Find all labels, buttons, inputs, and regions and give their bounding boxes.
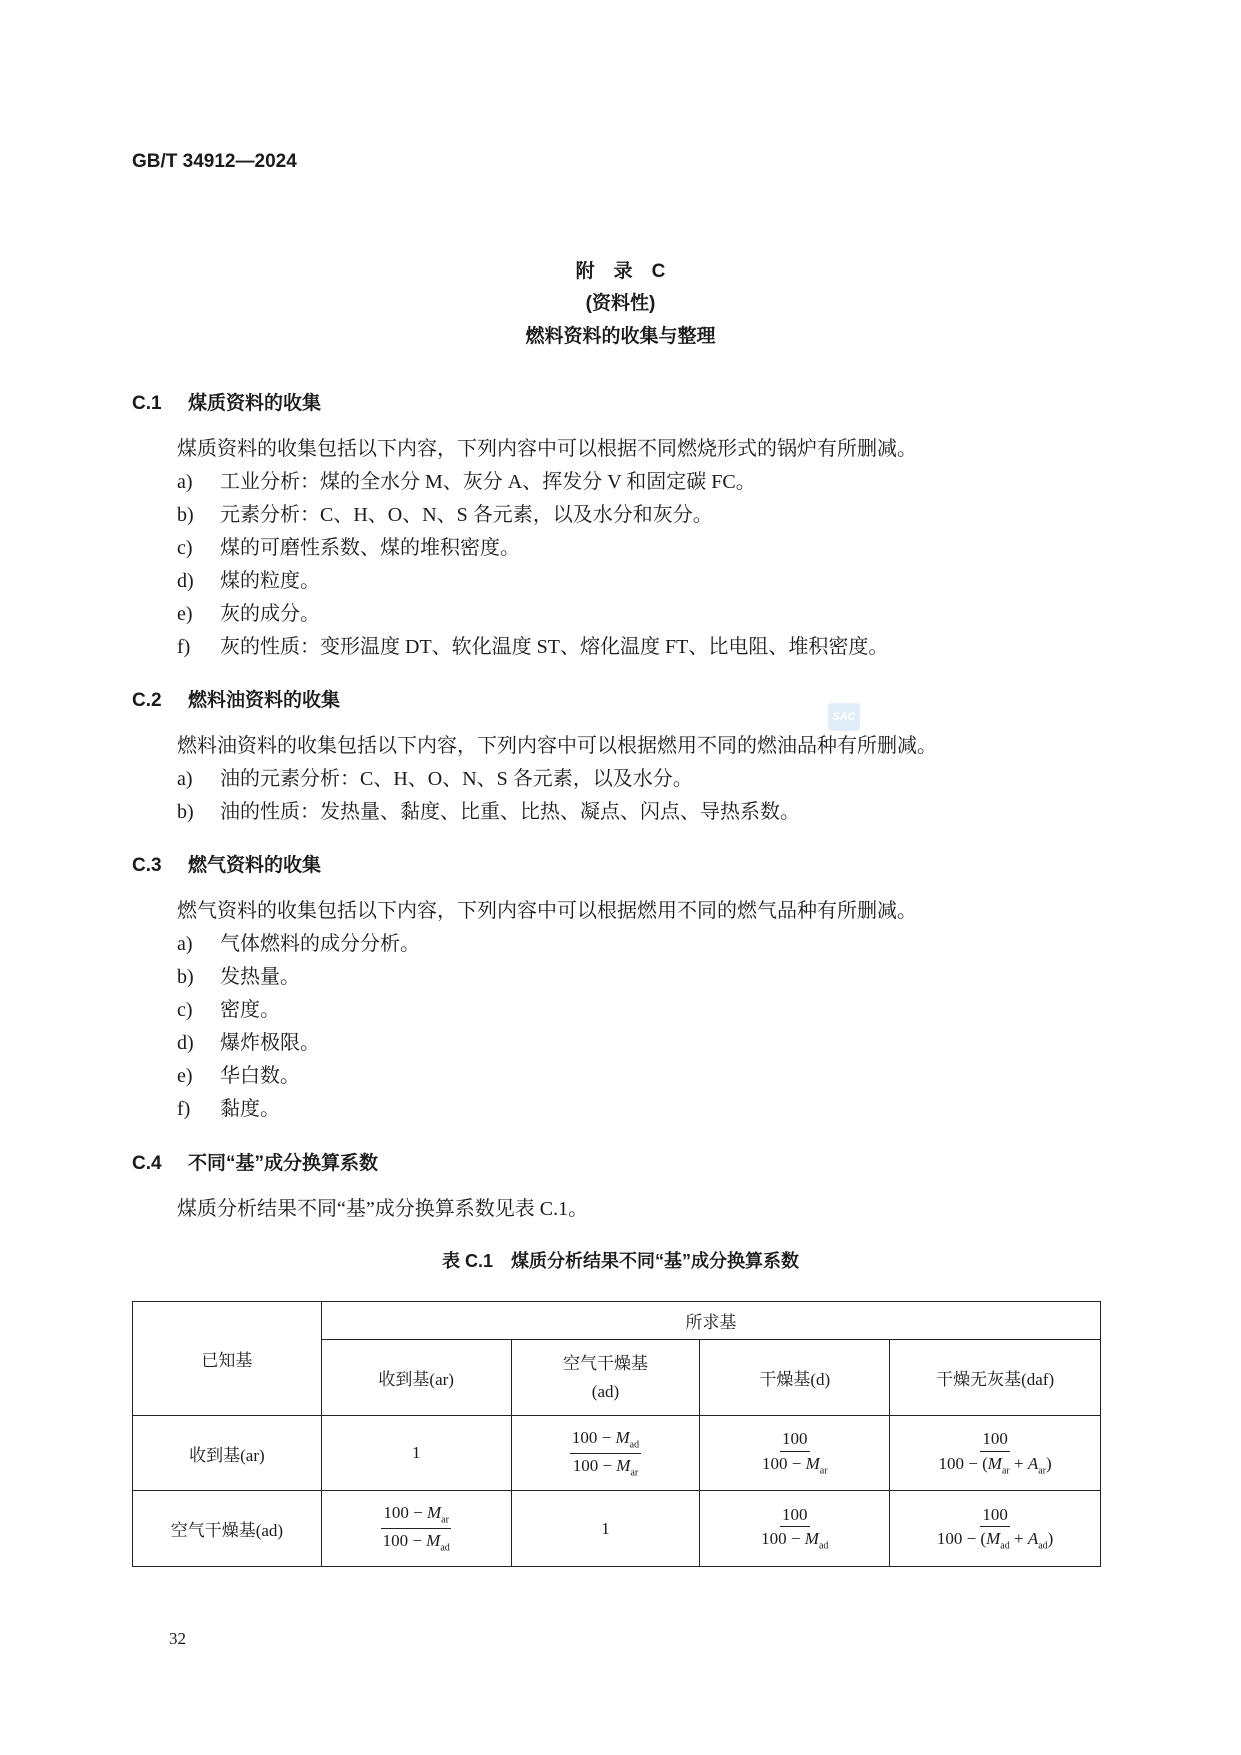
appendix-title: 附 录 C xyxy=(575,261,666,282)
numerator xyxy=(980,1429,1010,1452)
fraction xyxy=(381,1503,452,1554)
numerator xyxy=(570,1428,641,1454)
numerator xyxy=(780,1505,810,1528)
list-item-text: 煤的粒度。 xyxy=(220,570,320,592)
list-item-text: 元素分析：C、H、O、N、S 各元素，以及水分和灰分。 xyxy=(220,504,713,526)
list-item-label: d) xyxy=(177,570,194,592)
denominator xyxy=(759,1527,830,1552)
list-item-text: 煤的可磨性系数、煤的堆积密度。 xyxy=(220,537,520,559)
list-item-text: 工业分析：煤的全水分 M、灰分 A、挥发分 V 和固定碳 FC。 xyxy=(220,471,756,493)
list-item-label: f) xyxy=(177,1098,191,1120)
fraction xyxy=(760,1429,830,1476)
conversion-factor-cell xyxy=(511,1416,700,1491)
formula-subscript: ad xyxy=(818,1540,829,1552)
conversion-factor-cell: 1 xyxy=(511,1491,700,1567)
list-item xyxy=(177,505,713,525)
conversion-table xyxy=(132,1301,1101,1567)
conversion-factor-cell xyxy=(890,1491,1101,1567)
col-header-ad-line2: (ad) xyxy=(591,1381,620,1401)
list-item-text: 灰的成分。 xyxy=(220,603,320,625)
row-label: 收到基(ar) xyxy=(133,1416,322,1491)
list-item xyxy=(177,1033,320,1053)
formula-variable: M xyxy=(987,1453,1002,1473)
formula-subscript: ad xyxy=(1000,1540,1010,1552)
section-heading xyxy=(132,1154,378,1173)
section-title: 煤质资料的收集 xyxy=(188,393,322,414)
formula-subscript: ar xyxy=(1001,1465,1010,1477)
formula-subscript: ad xyxy=(1038,1540,1048,1552)
denominator xyxy=(937,1452,1054,1477)
document-code: GB/T 34912—2024 xyxy=(132,151,297,172)
conversion-factor-cell xyxy=(700,1491,890,1567)
section-title: 燃料油资料的收集 xyxy=(188,690,341,711)
list-item-label: f) xyxy=(177,636,191,658)
section-title: 不同“基”成分换算系数 xyxy=(188,1153,379,1174)
formula-text: 100 − xyxy=(383,1503,427,1523)
list-item-label: a) xyxy=(177,471,193,493)
denominator xyxy=(760,1452,830,1477)
denominator xyxy=(571,1454,641,1479)
list-item-label: d) xyxy=(177,1032,194,1054)
col-header-ad-line1: 空气干燥基 xyxy=(562,1354,648,1374)
list-item-label: e) xyxy=(177,1065,193,1087)
formula-text: 100 xyxy=(982,1429,1008,1449)
fraction xyxy=(935,1505,1055,1552)
formula-variable: M xyxy=(616,1455,631,1475)
formula-text: 100 xyxy=(982,1504,1008,1524)
formula-subscript: ar xyxy=(1038,1465,1046,1477)
list-item xyxy=(177,802,800,822)
page-number: 32 xyxy=(169,1629,186,1648)
list-item xyxy=(177,1066,300,1086)
section-intro: 燃料油资料的收集包括以下内容，下列内容中可以根据燃用不同的燃油品种有所删减。 xyxy=(177,735,937,757)
list-item-label: b) xyxy=(177,966,194,988)
list-item-text: 气体燃料的成分分析。 xyxy=(220,933,420,955)
formula-text: 100 xyxy=(782,1504,808,1524)
section-heading xyxy=(132,691,340,710)
col-header-ad xyxy=(511,1340,700,1416)
section-intro: 煤质分析结果不同“基”成分换算系数见表 C.1。 xyxy=(177,1198,589,1220)
list-item-text: 油的元素分析：C、H、O、N、S 各元素，以及水分。 xyxy=(220,768,693,790)
formula-text: 100 − xyxy=(761,1529,805,1549)
appendix-nature: (资料性) xyxy=(585,293,656,314)
formula-subscript: ad xyxy=(629,1439,640,1450)
list-item xyxy=(177,571,320,591)
section-number: C.1 xyxy=(132,393,162,414)
formula-variable: M xyxy=(426,1531,441,1550)
section-title: 燃气资料的收集 xyxy=(188,855,322,876)
formula-text: 100 − ( xyxy=(936,1529,987,1549)
list-item-label: a) xyxy=(177,768,193,790)
formula-subscript: ar xyxy=(441,1514,449,1526)
known-basis-header: 已知基 xyxy=(133,1302,322,1416)
conversion-factor-cell xyxy=(700,1416,890,1491)
list-item-text: 发热量。 xyxy=(220,966,300,988)
formula-text: 100 − ( xyxy=(938,1453,988,1473)
col-header-d: 干燥基(d) xyxy=(700,1340,890,1416)
col-header-daf: 干燥无灰基(daf) xyxy=(890,1340,1101,1416)
list-item xyxy=(177,637,888,657)
formula-text: + xyxy=(1009,1453,1028,1473)
col-header-ar: 收到基(ar) xyxy=(321,1340,511,1416)
list-item xyxy=(177,769,693,789)
formula-text: 100 − xyxy=(762,1453,806,1473)
list-item-text: 爆炸极限。 xyxy=(220,1032,320,1054)
list-item xyxy=(177,934,420,954)
table-row xyxy=(133,1416,1101,1491)
section-number: C.2 xyxy=(132,690,162,711)
list-item-label: a) xyxy=(177,933,193,955)
list-item-label: c) xyxy=(177,537,193,559)
formula-subscript: ar xyxy=(630,1466,639,1478)
section-intro: 煤质资料的收集包括以下内容，下列内容中可以根据不同燃烧形式的锅炉有所删减。 xyxy=(177,438,917,460)
list-item-text: 灰的性质：变形温度 DT、软化温度 ST、熔化温度 FT、比电阻、堆积密度。 xyxy=(220,636,889,658)
fraction xyxy=(937,1429,1054,1476)
list-item xyxy=(177,1099,280,1119)
fraction xyxy=(570,1428,641,1479)
denominator xyxy=(381,1529,452,1554)
list-item xyxy=(177,538,520,558)
table-caption: 表 C.1 煤质分析结果不同“基”成分换算系数 xyxy=(441,1251,799,1271)
list-item xyxy=(177,1000,280,1020)
denominator xyxy=(935,1527,1055,1552)
conversion-factor-cell xyxy=(890,1416,1101,1491)
formula-variable: M xyxy=(615,1427,630,1447)
conversion-factor-cell: 1 xyxy=(321,1416,511,1491)
formula-variable: M xyxy=(986,1529,1001,1549)
formula-text: 100 − xyxy=(571,1427,616,1447)
formula-subscript: ad xyxy=(440,1542,450,1554)
list-item-text: 黏度。 xyxy=(220,1098,280,1120)
numerator xyxy=(381,1503,451,1529)
formula-text: ) xyxy=(1045,1453,1052,1473)
formula-text: 100 − xyxy=(382,1531,427,1550)
list-item xyxy=(177,472,756,492)
formula-variable: M xyxy=(427,1503,442,1523)
formula-text: ) xyxy=(1047,1529,1054,1549)
section-number: C.3 xyxy=(132,855,162,876)
numerator xyxy=(980,1505,1010,1528)
list-item-label: e) xyxy=(177,603,193,625)
section-intro: 燃气资料的收集包括以下内容，下列内容中可以根据燃用不同的燃气品种有所删减。 xyxy=(177,900,917,922)
target-basis-header: 所求基 xyxy=(321,1302,1100,1340)
formula-subscript: ar xyxy=(819,1465,828,1477)
list-item-text: 密度。 xyxy=(220,999,280,1021)
table-row xyxy=(133,1491,1101,1567)
sac-watermark-logo: SAC xyxy=(828,703,860,731)
formula-variable: M xyxy=(805,1453,820,1473)
list-item xyxy=(177,604,320,624)
formula-variable: A xyxy=(1027,1529,1039,1549)
fraction xyxy=(759,1505,830,1552)
formula-variable: A xyxy=(1027,1453,1039,1473)
section-heading xyxy=(132,394,321,413)
list-item xyxy=(177,967,300,987)
list-item-label: b) xyxy=(177,504,194,526)
section-heading xyxy=(132,856,321,875)
formula-text: 100 xyxy=(782,1429,808,1449)
row-label: 空气干燥基(ad) xyxy=(133,1491,322,1567)
list-item-label: c) xyxy=(177,999,193,1021)
formula-text: 100 − xyxy=(572,1455,617,1475)
formula-text: + xyxy=(1009,1529,1028,1549)
formula-variable: M xyxy=(804,1529,819,1549)
appendix-subtitle: 燃料资料的收集与整理 xyxy=(525,326,716,347)
list-item-label: b) xyxy=(177,801,194,823)
list-item-text: 油的性质：发热量、黏度、比重、比热、凝点、闪点、导热系数。 xyxy=(220,801,800,823)
conversion-factor-cell xyxy=(321,1491,511,1567)
section-number: C.4 xyxy=(132,1153,162,1174)
list-item-text: 华白数。 xyxy=(220,1065,300,1087)
numerator xyxy=(780,1429,810,1452)
